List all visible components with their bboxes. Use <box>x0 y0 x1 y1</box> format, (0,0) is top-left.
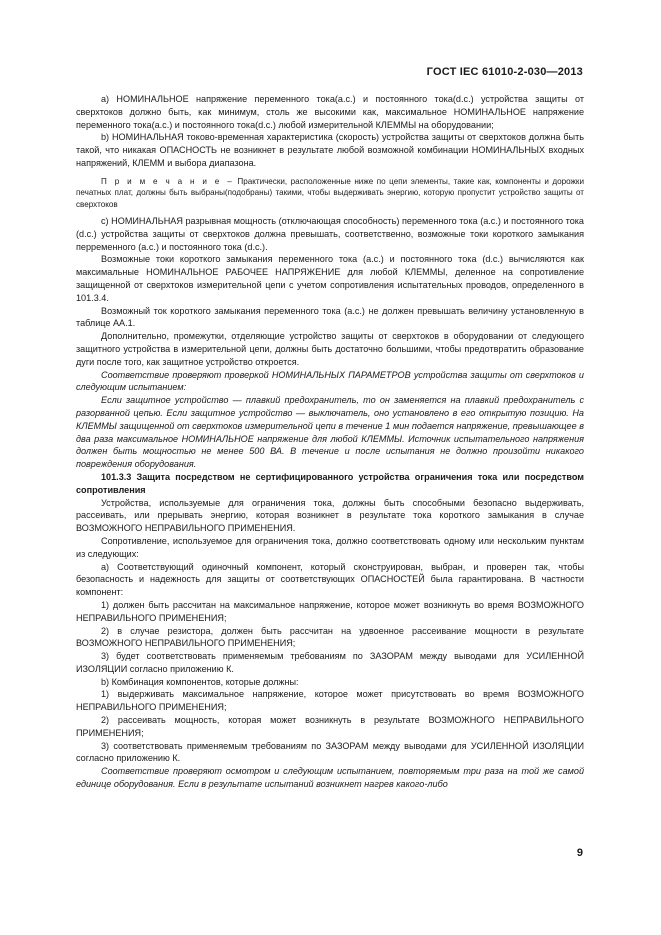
note-label: П р и м е ч а н и е – <box>101 176 234 186</box>
paragraph-current-limiting-devices: Устройства, используемые для ограничения тока, должны быть способными безопасно выдерживать, рассеивать, или прерывать энергию, которая возникнет в результате тока короткого замыкания в случае ВОЗМОЖНОГО НЕПРАВИЛЬНОГО ПРИМЕНЕНИЯ. <box>76 497 584 534</box>
paragraph-b-time-current: b) НОМИНАЛЬНАЯ токово-временная характеристика (скорость) устройства защиты от сверхтоков должна быть такой, что никакая ОПАСНОСТЬ не возникнет в результате любой возможной комбинации НОМИНАЛЬНЫХ входных напряжений, КЛЕММ и выбора диапазона. <box>76 132 584 168</box>
document-header: ГОСТ IEC 61010-2-030—2013 <box>426 66 583 78</box>
document-body <box>76 93 584 791</box>
list-item-a3: 3) будет соответствовать применяемым требованиям по ЗАЗОРАМ между выводами для УСИЛЕННОЙ ИЗОЛЯЦИИ согласно приложению К. <box>76 651 584 674</box>
list-item-a1: 1) должен быть рассчитан на максимальное напряжение, которое может возникнуть во время ВОЗМОЖНОГО НЕПРАВИЛЬНОГО ПРИМЕНЕНИЯ; <box>76 599 584 623</box>
page-number: 9 <box>576 847 583 859</box>
section-heading-101-3-3: 101.3.3 Защита посредством не сертифицированного устройства ограничения тока или посредством сопротивления <box>76 471 584 495</box>
paragraph-compliance-inspection: Соответствие проверяют осмотром и следующим испытанием, повторяемым три раза на той же самой единице оборудования. Если в результате испытаний возникнет нагрев какого-либо <box>76 766 584 790</box>
note <box>76 176 584 210</box>
paragraph-compliance-test: Если защитное устройство — плавкий предохранитель, то он заменяется на плавкий предохранитель с разорванной цепью. Если защитное устройство — выключатель, оно установлено в его открытую позицию. На КЛЕММЫ защищенной от сверхтоков измерительной цепи в течение 1 мин подается напряжение, превышающее в два раза максимальное НОМИНАЛЬНОЕ напряжение для любой КЛЕММЫ. Источник испытательного напряжения должен быть мощностью не менее 500 ВА. В течение и после испытания не должно произойти никакого повреждения оборудования. <box>76 395 584 470</box>
paragraph-resistance-intro: Сопротивление, используемое для ограничения тока, должно соответствовать одному или нескольким пунктам из следующих: <box>76 535 584 559</box>
list-item-b-combination: b) Комбинация компонентов, которые должны: <box>101 676 299 687</box>
paragraph-c-breaking-capacity: c) НОМИНАЛЬНАЯ разрывная мощность (отключающая способность) переменного тока (a.c.) и постоянного тока (d.c.) устройства защиты от сверхтоков должна превышать, соответственно, возможные токи короткого замыкания перременного (a.c.) и постоянного тока (d.c.). <box>76 216 584 252</box>
paragraph-spacings: Дополнительно, промежутки, отделяющие устройство защиты от сверхтоков в оборудовании от следующего защитного устройства в измерительной цепи, должны быть достаточно большими, чтобы предотвратить образование дуги после того, как защитное устройство откроется. <box>76 331 584 367</box>
list-item-a2: 2) в случае резистора, должен быть рассчитан на удвоенное рассеивание мощности в результате ВОЗМОЖНОГО НЕПРАВИЛЬНОГО ПРИМЕНЕНИЯ; <box>76 625 584 649</box>
paragraph-short-circuit-limit: Возможный ток короткого замыкания переменного тока (a.c.) не должен превышать величину установленную в таблице АА.1. <box>76 305 584 329</box>
paragraph-short-circuit-calc: Возможные токи короткого замыкания переменного тока (a.c.) и постоянного тока (d.c.) вычисляются как максимальные НОМИНАЛЬНОЕ РАБОЧЕЕ НАПРЯЖЕНИЕ для любой КЛЕММЫ, деленное на сопротивление защищенной от сверхтоков измерительной цепи с учетом сопротивления испытательных проводов, определенного в 101.3.4. <box>76 254 584 303</box>
list-item-a-single-component: a) Соответствующий одиночный компонент, который сконструирован, выбран, и проверен так, чтобы безопасность и надежность для защиты от соответствующих ОПАСНОСТЕЙ была гарантирована. В частности компонент: <box>76 561 584 598</box>
list-item-b2: 2) рассеивать мощность, которая может возникнуть в результате ВОЗМОЖНОГО НЕПРАВИЛЬНОГО ПРИМЕНЕНИЯ; <box>76 715 584 738</box>
list-item-b1: 1) выдерживать максимальное напряжение, которое может присутствовать во время ВОЗМОЖНОГО НЕПРАВИЛЬНОГО ПРИМЕНЕНИЯ; <box>76 689 584 713</box>
note-text: Практически, расположенные ниже по цепи элементы, такие как, компоненты и дорожки печатных плат, должны быть выбраны(подобраны) такими, чтобы выдерживать энергию, которую пропустит устройство защиты от сверхтоков <box>76 176 584 209</box>
paragraph-a-rated-voltage: a) НОМИНАЛЬНОЕ напряжение переменного тока(a.c.) и постоянного тока(d.c.) устройства защиты от сверхтоков должно быть, как минимум, столь же высокими как, максимальное НОМИНАЛЬНОЕ напряжение переменного тока(a.c.) и постоянного тока(d.c.) любой измерительной КЛЕММЫ на оборудовании; <box>76 94 584 130</box>
paragraph-compliance-check: Соответствие проверяют проверкой НОМИНАЛЬНЫХ ПАРАМЕТРОВ устройства защиты от сверхтоков и следующим испытанием: <box>76 369 584 393</box>
list-item-b3: 3) соответствовать применяемым требованиям по ЗАЗОРАМ между выводами для УСИЛЕННОЙ ИЗОЛЯЦИИ согласно приложению К. <box>76 740 584 764</box>
